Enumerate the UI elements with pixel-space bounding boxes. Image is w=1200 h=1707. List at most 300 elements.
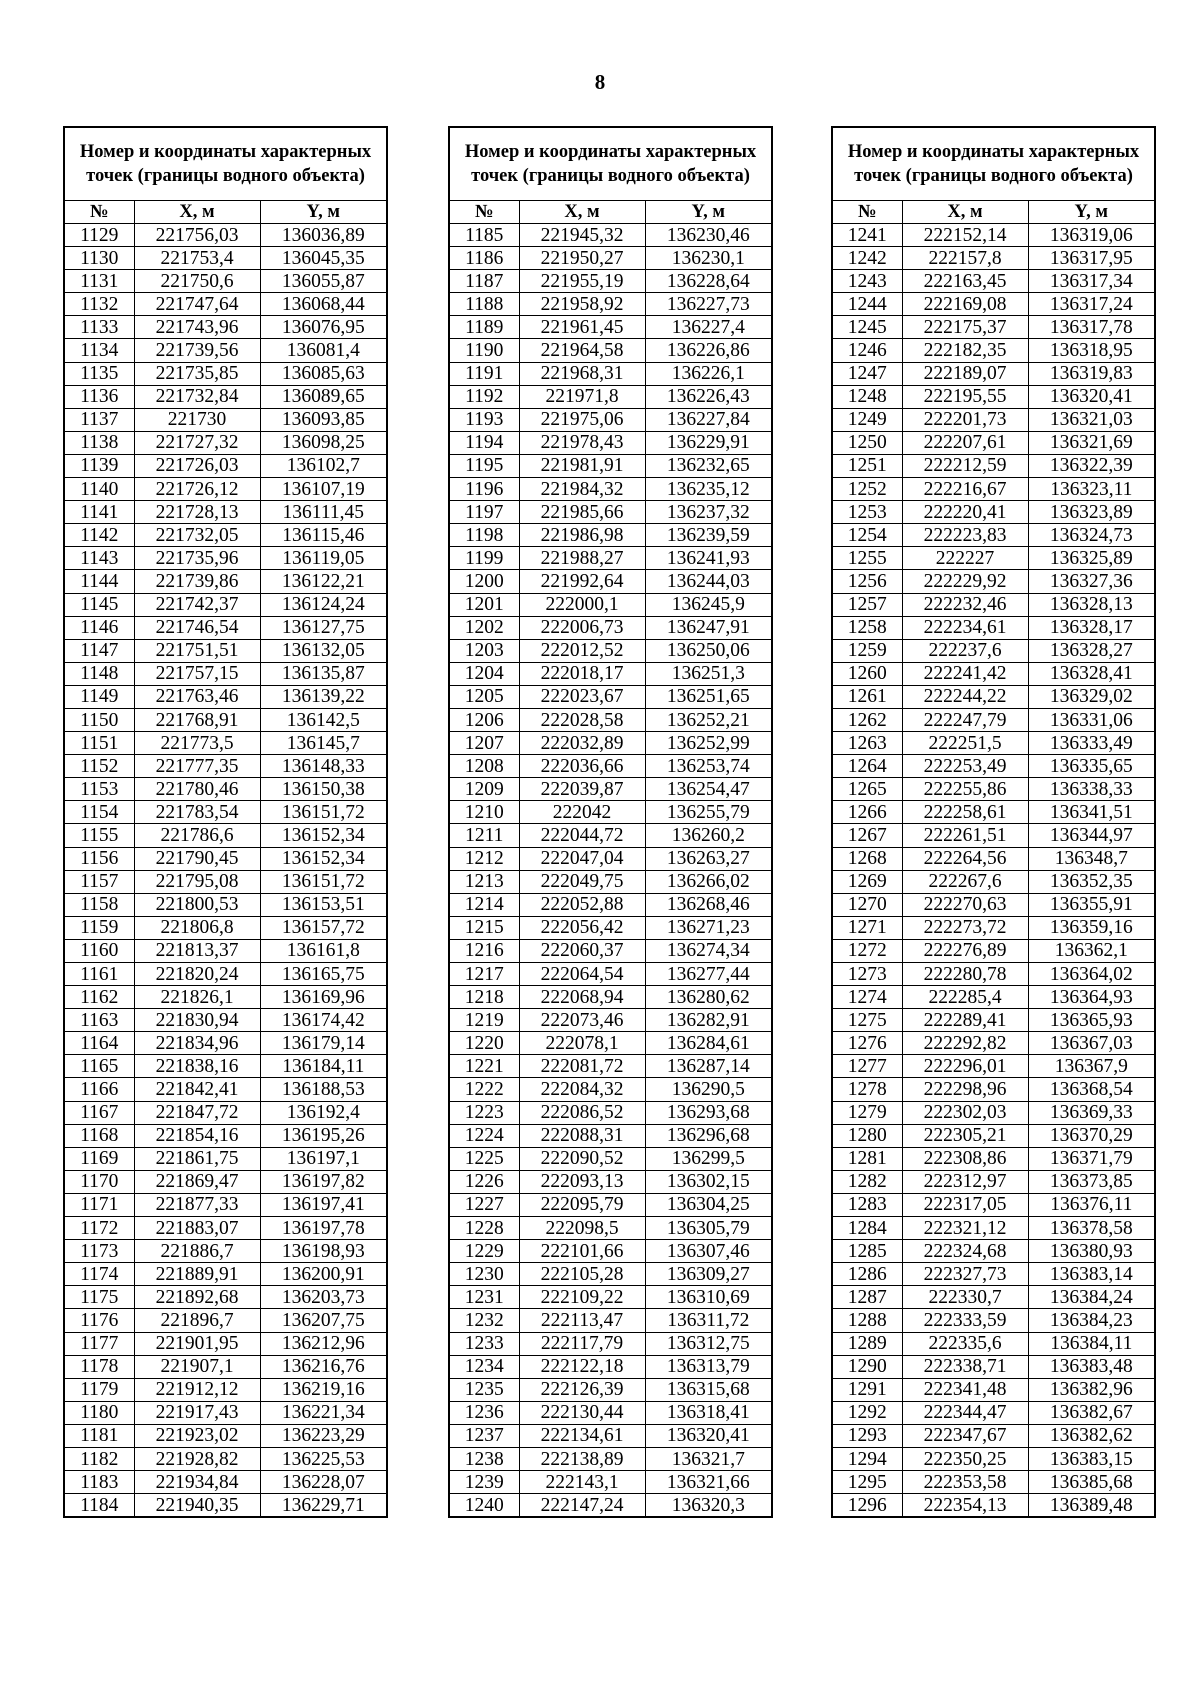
table-row bbox=[449, 1494, 772, 1518]
point-number-cell: 1169 bbox=[64, 1147, 134, 1170]
point-number-cell: 1137 bbox=[64, 408, 134, 431]
table-row bbox=[64, 1055, 387, 1078]
table-row bbox=[449, 639, 772, 662]
table-row bbox=[449, 755, 772, 778]
x-coordinate-cell: 221861,75 bbox=[134, 1147, 260, 1170]
y-coordinate-cell: 136317,34 bbox=[1028, 270, 1155, 293]
x-coordinate-cell: 222251,5 bbox=[902, 732, 1028, 755]
x-coordinate-cell: 222312,97 bbox=[902, 1170, 1028, 1193]
point-number-cell: 1155 bbox=[64, 824, 134, 847]
table-row bbox=[64, 501, 387, 524]
y-coordinate-cell: 136221,34 bbox=[260, 1401, 387, 1424]
table-row bbox=[449, 1101, 772, 1124]
x-coordinate-cell: 221886,7 bbox=[134, 1240, 260, 1263]
y-coordinate-cell: 136260,2 bbox=[645, 824, 772, 847]
point-number-cell: 1267 bbox=[832, 824, 902, 847]
table-row bbox=[832, 431, 1155, 454]
point-number-cell: 1152 bbox=[64, 755, 134, 778]
y-coordinate-cell: 136355,91 bbox=[1028, 893, 1155, 916]
table-row bbox=[64, 824, 387, 847]
y-coordinate-cell: 136380,93 bbox=[1028, 1240, 1155, 1263]
x-coordinate-cell: 221883,07 bbox=[134, 1217, 260, 1240]
table-row bbox=[64, 339, 387, 362]
point-number-cell: 1191 bbox=[449, 362, 519, 385]
point-number-cell: 1293 bbox=[832, 1424, 902, 1447]
point-number-cell: 1131 bbox=[64, 270, 134, 293]
x-coordinate-cell: 222122,18 bbox=[519, 1355, 645, 1378]
coordinates-table-middle bbox=[448, 126, 773, 1518]
point-number-cell: 1200 bbox=[449, 570, 519, 593]
x-coordinate-cell: 222350,25 bbox=[902, 1447, 1028, 1470]
y-coordinate-cell: 136198,93 bbox=[260, 1240, 387, 1263]
point-number-cell: 1161 bbox=[64, 963, 134, 986]
point-number-cell: 1211 bbox=[449, 824, 519, 847]
y-coordinate-cell: 136382,67 bbox=[1028, 1401, 1155, 1424]
x-coordinate-cell: 222056,42 bbox=[519, 916, 645, 939]
x-coordinate-cell: 222227 bbox=[902, 547, 1028, 570]
table-row bbox=[64, 1170, 387, 1193]
table-row bbox=[64, 963, 387, 986]
table-row bbox=[449, 270, 772, 293]
column-header-number: № bbox=[832, 201, 902, 224]
table-row bbox=[832, 1355, 1155, 1378]
x-coordinate-cell: 222258,61 bbox=[902, 801, 1028, 824]
y-coordinate-cell: 136274,34 bbox=[645, 939, 772, 962]
x-coordinate-cell: 222012,52 bbox=[519, 639, 645, 662]
y-coordinate-cell: 136241,93 bbox=[645, 547, 772, 570]
x-coordinate-cell: 222270,63 bbox=[902, 893, 1028, 916]
table-row bbox=[64, 1147, 387, 1170]
x-coordinate-cell: 222039,87 bbox=[519, 778, 645, 801]
y-coordinate-cell: 136197,78 bbox=[260, 1217, 387, 1240]
point-number-cell: 1247 bbox=[832, 362, 902, 385]
point-number-cell: 1179 bbox=[64, 1378, 134, 1401]
point-number-cell: 1256 bbox=[832, 570, 902, 593]
y-coordinate-cell: 136384,11 bbox=[1028, 1332, 1155, 1355]
y-coordinate-cell: 136245,9 bbox=[645, 593, 772, 616]
table-row bbox=[832, 1078, 1155, 1101]
y-coordinate-cell: 136227,73 bbox=[645, 293, 772, 316]
x-coordinate-cell: 222234,61 bbox=[902, 616, 1028, 639]
point-number-cell: 1234 bbox=[449, 1355, 519, 1378]
x-coordinate-cell: 221961,45 bbox=[519, 316, 645, 339]
table-row bbox=[449, 339, 772, 362]
y-coordinate-cell: 136359,16 bbox=[1028, 916, 1155, 939]
point-number-cell: 1224 bbox=[449, 1124, 519, 1147]
y-coordinate-cell: 136252,99 bbox=[645, 732, 772, 755]
y-coordinate-cell: 136317,24 bbox=[1028, 293, 1155, 316]
y-coordinate-cell: 136271,23 bbox=[645, 916, 772, 939]
table-row bbox=[832, 362, 1155, 385]
y-coordinate-cell: 136111,45 bbox=[260, 501, 387, 524]
point-number-cell: 1164 bbox=[64, 1032, 134, 1055]
point-number-cell: 1132 bbox=[64, 293, 134, 316]
x-coordinate-cell: 222117,79 bbox=[519, 1332, 645, 1355]
point-number-cell: 1240 bbox=[449, 1494, 519, 1518]
point-number-cell: 1280 bbox=[832, 1124, 902, 1147]
x-coordinate-cell: 222023,67 bbox=[519, 685, 645, 708]
point-number-cell: 1138 bbox=[64, 431, 134, 454]
point-number-cell: 1265 bbox=[832, 778, 902, 801]
table-row bbox=[832, 385, 1155, 408]
table-row bbox=[449, 454, 772, 477]
table-row bbox=[64, 478, 387, 501]
point-number-cell: 1210 bbox=[449, 801, 519, 824]
point-number-cell: 1197 bbox=[449, 501, 519, 524]
point-number-cell: 1243 bbox=[832, 270, 902, 293]
x-coordinate-cell: 222078,1 bbox=[519, 1032, 645, 1055]
point-number-cell: 1212 bbox=[449, 847, 519, 870]
y-coordinate-cell: 136207,75 bbox=[260, 1309, 387, 1332]
x-coordinate-cell: 222126,39 bbox=[519, 1378, 645, 1401]
y-coordinate-cell: 136362,1 bbox=[1028, 939, 1155, 962]
table-row bbox=[449, 247, 772, 270]
point-number-cell: 1290 bbox=[832, 1355, 902, 1378]
point-number-cell: 1205 bbox=[449, 685, 519, 708]
y-coordinate-cell: 136365,93 bbox=[1028, 1009, 1155, 1032]
table-row bbox=[64, 847, 387, 870]
table-row bbox=[64, 1355, 387, 1378]
table-row bbox=[449, 986, 772, 1009]
point-number-cell: 1187 bbox=[449, 270, 519, 293]
y-coordinate-cell: 136107,19 bbox=[260, 478, 387, 501]
point-number-cell: 1282 bbox=[832, 1170, 902, 1193]
point-number-cell: 1202 bbox=[449, 616, 519, 639]
table-row bbox=[832, 408, 1155, 431]
x-coordinate-cell: 222143,1 bbox=[519, 1471, 645, 1494]
y-coordinate-cell: 136247,91 bbox=[645, 616, 772, 639]
point-number-cell: 1134 bbox=[64, 339, 134, 362]
x-coordinate-cell: 222052,88 bbox=[519, 893, 645, 916]
y-coordinate-cell: 136321,66 bbox=[645, 1471, 772, 1494]
table-row bbox=[832, 247, 1155, 270]
x-coordinate-cell: 222347,67 bbox=[902, 1424, 1028, 1447]
table-row bbox=[449, 939, 772, 962]
x-coordinate-cell: 222267,6 bbox=[902, 870, 1028, 893]
y-coordinate-cell: 136322,39 bbox=[1028, 454, 1155, 477]
table-row bbox=[64, 1471, 387, 1494]
x-coordinate-cell: 222157,8 bbox=[902, 247, 1028, 270]
point-number-cell: 1133 bbox=[64, 316, 134, 339]
table-row bbox=[449, 224, 772, 247]
x-coordinate-cell: 221958,92 bbox=[519, 293, 645, 316]
y-coordinate-cell: 136320,3 bbox=[645, 1494, 772, 1518]
table-row bbox=[449, 662, 772, 685]
x-coordinate-cell: 221896,7 bbox=[134, 1309, 260, 1332]
x-coordinate-cell: 222201,73 bbox=[902, 408, 1028, 431]
y-coordinate-cell: 136219,16 bbox=[260, 1378, 387, 1401]
table-row bbox=[449, 362, 772, 385]
point-number-cell: 1194 bbox=[449, 431, 519, 454]
table-body bbox=[832, 224, 1155, 1518]
x-coordinate-cell: 222060,37 bbox=[519, 939, 645, 962]
table-row bbox=[449, 708, 772, 731]
x-coordinate-cell: 222335,6 bbox=[902, 1332, 1028, 1355]
x-coordinate-cell: 222028,58 bbox=[519, 708, 645, 731]
point-number-cell: 1175 bbox=[64, 1286, 134, 1309]
table-row bbox=[64, 1101, 387, 1124]
table-row bbox=[64, 593, 387, 616]
y-coordinate-cell: 136324,73 bbox=[1028, 524, 1155, 547]
y-coordinate-cell: 136367,9 bbox=[1028, 1055, 1155, 1078]
x-coordinate-cell: 221732,05 bbox=[134, 524, 260, 547]
point-number-cell: 1129 bbox=[64, 224, 134, 247]
point-number-cell: 1173 bbox=[64, 1240, 134, 1263]
y-coordinate-cell: 136145,7 bbox=[260, 732, 387, 755]
y-coordinate-cell: 136382,62 bbox=[1028, 1424, 1155, 1447]
x-coordinate-cell: 222321,12 bbox=[902, 1217, 1028, 1240]
y-coordinate-cell: 136228,07 bbox=[260, 1471, 387, 1494]
table-row bbox=[832, 1309, 1155, 1332]
x-coordinate-cell: 222047,04 bbox=[519, 847, 645, 870]
x-coordinate-cell: 222247,79 bbox=[902, 708, 1028, 731]
x-coordinate-cell: 221981,91 bbox=[519, 454, 645, 477]
y-coordinate-cell: 136335,65 bbox=[1028, 755, 1155, 778]
point-number-cell: 1252 bbox=[832, 478, 902, 501]
point-number-cell: 1218 bbox=[449, 986, 519, 1009]
table-row bbox=[449, 385, 772, 408]
x-coordinate-cell: 221732,84 bbox=[134, 385, 260, 408]
y-coordinate-cell: 136307,46 bbox=[645, 1240, 772, 1263]
point-number-cell: 1177 bbox=[64, 1332, 134, 1355]
y-coordinate-cell: 136184,11 bbox=[260, 1055, 387, 1078]
point-number-cell: 1143 bbox=[64, 547, 134, 570]
point-number-cell: 1284 bbox=[832, 1217, 902, 1240]
y-coordinate-cell: 136150,38 bbox=[260, 778, 387, 801]
point-number-cell: 1139 bbox=[64, 454, 134, 477]
table-row bbox=[832, 1286, 1155, 1309]
y-coordinate-cell: 136148,33 bbox=[260, 755, 387, 778]
table-row bbox=[64, 293, 387, 316]
table-row bbox=[832, 616, 1155, 639]
x-coordinate-cell: 222327,73 bbox=[902, 1263, 1028, 1286]
page-number: 8 bbox=[594, 70, 606, 94]
y-coordinate-cell: 136369,33 bbox=[1028, 1101, 1155, 1124]
x-coordinate-cell: 222109,22 bbox=[519, 1286, 645, 1309]
y-coordinate-cell: 136323,89 bbox=[1028, 501, 1155, 524]
y-coordinate-cell: 136321,69 bbox=[1028, 431, 1155, 454]
table-row bbox=[64, 1309, 387, 1332]
table-row bbox=[832, 824, 1155, 847]
x-coordinate-cell: 222130,44 bbox=[519, 1401, 645, 1424]
x-coordinate-cell: 222152,14 bbox=[902, 224, 1028, 247]
x-coordinate-cell: 221783,54 bbox=[134, 801, 260, 824]
y-coordinate-cell: 136252,21 bbox=[645, 708, 772, 731]
point-number-cell: 1146 bbox=[64, 616, 134, 639]
table-row bbox=[64, 1078, 387, 1101]
y-coordinate-cell: 136076,95 bbox=[260, 316, 387, 339]
x-coordinate-cell: 222175,37 bbox=[902, 316, 1028, 339]
y-coordinate-cell: 136331,06 bbox=[1028, 708, 1155, 731]
x-coordinate-cell: 222084,32 bbox=[519, 1078, 645, 1101]
point-number-cell: 1245 bbox=[832, 316, 902, 339]
table-row bbox=[832, 224, 1155, 247]
x-coordinate-cell: 221934,84 bbox=[134, 1471, 260, 1494]
column-header-x: X, м bbox=[134, 201, 260, 224]
point-number-cell: 1176 bbox=[64, 1309, 134, 1332]
point-number-cell: 1228 bbox=[449, 1217, 519, 1240]
x-coordinate-cell: 222068,94 bbox=[519, 986, 645, 1009]
point-number-cell: 1260 bbox=[832, 662, 902, 685]
table-row bbox=[449, 1193, 772, 1216]
point-number-cell: 1235 bbox=[449, 1378, 519, 1401]
table-row bbox=[449, 1447, 772, 1470]
table-row bbox=[832, 639, 1155, 662]
x-coordinate-cell: 221806,8 bbox=[134, 916, 260, 939]
point-number-cell: 1242 bbox=[832, 247, 902, 270]
x-coordinate-cell: 222081,72 bbox=[519, 1055, 645, 1078]
x-coordinate-cell: 222093,13 bbox=[519, 1170, 645, 1193]
x-coordinate-cell: 221743,96 bbox=[134, 316, 260, 339]
point-number-cell: 1195 bbox=[449, 454, 519, 477]
point-number-cell: 1294 bbox=[832, 1447, 902, 1470]
y-coordinate-cell: 136325,89 bbox=[1028, 547, 1155, 570]
x-coordinate-cell: 222095,79 bbox=[519, 1193, 645, 1216]
x-coordinate-cell: 221971,8 bbox=[519, 385, 645, 408]
point-number-cell: 1250 bbox=[832, 431, 902, 454]
x-coordinate-cell: 221975,06 bbox=[519, 408, 645, 431]
y-coordinate-cell: 136255,79 bbox=[645, 801, 772, 824]
x-coordinate-cell: 222147,24 bbox=[519, 1494, 645, 1518]
point-number-cell: 1159 bbox=[64, 916, 134, 939]
x-coordinate-cell: 221838,16 bbox=[134, 1055, 260, 1078]
table-row bbox=[832, 316, 1155, 339]
x-coordinate-cell: 221756,03 bbox=[134, 224, 260, 247]
point-number-cell: 1239 bbox=[449, 1471, 519, 1494]
point-number-cell: 1281 bbox=[832, 1147, 902, 1170]
table-row bbox=[832, 685, 1155, 708]
point-number-cell: 1292 bbox=[832, 1401, 902, 1424]
table-body bbox=[449, 224, 772, 1518]
table-row bbox=[449, 593, 772, 616]
point-number-cell: 1283 bbox=[832, 1193, 902, 1216]
x-coordinate-cell: 222261,51 bbox=[902, 824, 1028, 847]
point-number-cell: 1170 bbox=[64, 1170, 134, 1193]
table-row bbox=[449, 1032, 772, 1055]
point-number-cell: 1160 bbox=[64, 939, 134, 962]
x-coordinate-cell: 222049,75 bbox=[519, 870, 645, 893]
table-row bbox=[64, 408, 387, 431]
point-number-cell: 1254 bbox=[832, 524, 902, 547]
x-coordinate-cell: 221907,1 bbox=[134, 1355, 260, 1378]
x-coordinate-cell: 222101,66 bbox=[519, 1240, 645, 1263]
x-coordinate-cell: 222285,4 bbox=[902, 986, 1028, 1009]
point-number-cell: 1289 bbox=[832, 1332, 902, 1355]
point-number-cell: 1285 bbox=[832, 1240, 902, 1263]
table-row bbox=[64, 1124, 387, 1147]
y-coordinate-cell: 136081,4 bbox=[260, 339, 387, 362]
point-number-cell: 1144 bbox=[64, 570, 134, 593]
column-header-x: X, м bbox=[902, 201, 1028, 224]
y-coordinate-cell: 136132,05 bbox=[260, 639, 387, 662]
x-coordinate-cell: 222073,46 bbox=[519, 1009, 645, 1032]
x-coordinate-cell: 221813,37 bbox=[134, 939, 260, 962]
x-coordinate-cell: 222244,22 bbox=[902, 685, 1028, 708]
y-coordinate-cell: 136367,03 bbox=[1028, 1032, 1155, 1055]
table-row bbox=[832, 454, 1155, 477]
y-coordinate-cell: 136174,42 bbox=[260, 1009, 387, 1032]
point-number-cell: 1183 bbox=[64, 1471, 134, 1494]
y-coordinate-cell: 136124,24 bbox=[260, 593, 387, 616]
y-coordinate-cell: 136232,65 bbox=[645, 454, 772, 477]
x-coordinate-cell: 221753,4 bbox=[134, 247, 260, 270]
table-row bbox=[832, 478, 1155, 501]
y-coordinate-cell: 136197,82 bbox=[260, 1170, 387, 1193]
y-coordinate-cell: 136045,35 bbox=[260, 247, 387, 270]
table-row bbox=[832, 755, 1155, 778]
point-number-cell: 1261 bbox=[832, 685, 902, 708]
y-coordinate-cell: 136313,79 bbox=[645, 1355, 772, 1378]
point-number-cell: 1167 bbox=[64, 1101, 134, 1124]
point-number-cell: 1180 bbox=[64, 1401, 134, 1424]
table-row bbox=[832, 547, 1155, 570]
y-coordinate-cell: 136277,44 bbox=[645, 963, 772, 986]
y-coordinate-cell: 136055,87 bbox=[260, 270, 387, 293]
y-coordinate-cell: 136282,91 bbox=[645, 1009, 772, 1032]
table-row bbox=[449, 1286, 772, 1309]
point-number-cell: 1276 bbox=[832, 1032, 902, 1055]
table-row bbox=[64, 801, 387, 824]
table-row bbox=[832, 1494, 1155, 1518]
x-coordinate-cell: 221830,94 bbox=[134, 1009, 260, 1032]
table-row bbox=[449, 1055, 772, 1078]
column-header-number: № bbox=[449, 201, 519, 224]
y-coordinate-cell: 136197,1 bbox=[260, 1147, 387, 1170]
column-header-number: № bbox=[64, 201, 134, 224]
y-coordinate-cell: 136373,85 bbox=[1028, 1170, 1155, 1193]
y-coordinate-cell: 136312,75 bbox=[645, 1332, 772, 1355]
y-coordinate-cell: 136266,02 bbox=[645, 870, 772, 893]
x-coordinate-cell: 221917,43 bbox=[134, 1401, 260, 1424]
y-coordinate-cell: 136371,79 bbox=[1028, 1147, 1155, 1170]
y-coordinate-cell: 136226,1 bbox=[645, 362, 772, 385]
table-row bbox=[449, 1309, 772, 1332]
point-number-cell: 1147 bbox=[64, 639, 134, 662]
x-coordinate-cell: 222296,01 bbox=[902, 1055, 1028, 1078]
y-coordinate-cell: 136151,72 bbox=[260, 870, 387, 893]
x-coordinate-cell: 221988,27 bbox=[519, 547, 645, 570]
point-number-cell: 1275 bbox=[832, 1009, 902, 1032]
point-number-cell: 1181 bbox=[64, 1424, 134, 1447]
x-coordinate-cell: 222195,55 bbox=[902, 385, 1028, 408]
table-row bbox=[449, 1124, 772, 1147]
table-row bbox=[449, 1170, 772, 1193]
x-coordinate-cell: 221869,47 bbox=[134, 1170, 260, 1193]
table-row bbox=[64, 1032, 387, 1055]
table-row bbox=[64, 454, 387, 477]
point-number-cell: 1193 bbox=[449, 408, 519, 431]
column-header-y: Y, м bbox=[1028, 201, 1155, 224]
y-coordinate-cell: 136188,53 bbox=[260, 1078, 387, 1101]
table-body bbox=[64, 224, 387, 1518]
point-number-cell: 1145 bbox=[64, 593, 134, 616]
x-coordinate-cell: 222216,67 bbox=[902, 478, 1028, 501]
table-row bbox=[64, 1263, 387, 1286]
x-coordinate-cell: 222006,73 bbox=[519, 616, 645, 639]
y-coordinate-cell: 136203,73 bbox=[260, 1286, 387, 1309]
table-row bbox=[832, 662, 1155, 685]
x-coordinate-cell: 221780,46 bbox=[134, 778, 260, 801]
x-coordinate-cell: 221928,82 bbox=[134, 1447, 260, 1470]
y-coordinate-cell: 136382,96 bbox=[1028, 1378, 1155, 1401]
table-row bbox=[832, 870, 1155, 893]
point-number-cell: 1219 bbox=[449, 1009, 519, 1032]
table-row bbox=[832, 708, 1155, 731]
x-coordinate-cell: 221750,6 bbox=[134, 270, 260, 293]
x-coordinate-cell: 222098,5 bbox=[519, 1217, 645, 1240]
point-number-cell: 1178 bbox=[64, 1355, 134, 1378]
table-row bbox=[832, 1447, 1155, 1470]
